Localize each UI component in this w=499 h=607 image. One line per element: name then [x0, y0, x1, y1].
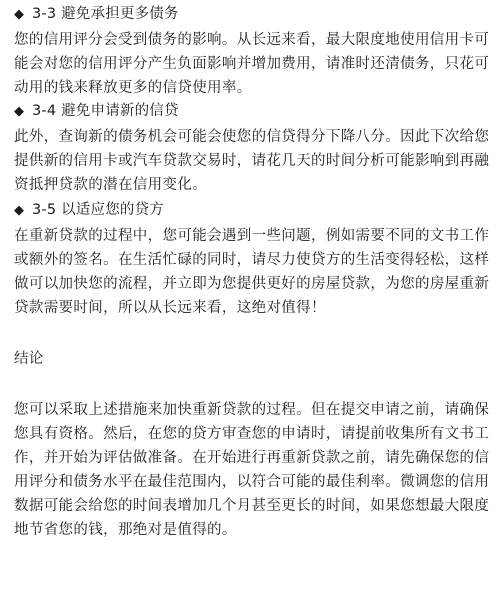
- paragraph-line: 在重新贷款的过程中，您可能会遇到一些问题，例如需要不同的文书工作: [14, 228, 490, 244]
- paragraph-line: 您具有资格。然后，在您的贷方审查您的申请时，请提前收集所有文书工: [14, 426, 490, 442]
- paragraph-line: 动用的钱来释放更多的信贷使用率。: [14, 80, 252, 96]
- conclusion-paragraph: [14, 398, 489, 542]
- paragraph-line: 数据可能会给您的时间表增加几个月甚至更长的时间，如果您想最大限度: [14, 498, 490, 514]
- paragraph-line: 贷款需要时间，所以从长远来看，这绝对值得！: [14, 300, 326, 316]
- section-title: 3-3 避免承担更多债务: [32, 6, 179, 22]
- section-heading: [14, 101, 179, 122]
- paragraph-line: 您可以采取上述措施来加快重新贷款的过程。但在提交申请之前，请确保: [14, 402, 490, 418]
- section-heading: [14, 200, 164, 221]
- section-title: 3-5 以适应您的贷方: [32, 202, 164, 218]
- diamond-bullet-icon: ◆: [14, 203, 25, 218]
- paragraph-line: 资抵押贷款的潜在信用变化。: [14, 177, 208, 193]
- paragraph-line: 此外，查询新的债务机会可能会使您的信贷得分下降八分。因此下次给您: [14, 129, 490, 145]
- paragraph-line: 用评分和债务水平在最佳范围内，以符合可能的最佳利率。微调您的信用: [14, 474, 490, 490]
- paragraph-line: 您的信用评分会受到债务的影响。从长远来看，最大限度地使用信用卡可: [14, 32, 490, 48]
- paragraph-line: 地节省您的钱，那绝对是值得的。: [14, 522, 237, 538]
- paragraph-line: 作，并开始为评估做准备。在开始进行再重新贷款之前，请先确保您的信: [14, 450, 490, 466]
- paragraph-line: 能会对您的信用评分产生负面影响并增加费用，请准时还清债务，只花可: [14, 56, 490, 72]
- diamond-bullet-icon: ◆: [14, 7, 25, 22]
- section-paragraph: [14, 224, 489, 320]
- diamond-bullet-icon: ◆: [14, 104, 25, 119]
- paragraph-line: 或额外的签名。在生活忙碌的同时，请尽力使贷方的生活变得轻松，这样: [14, 252, 490, 268]
- section-title: 3-4 避免申请新的信贷: [32, 103, 179, 119]
- paragraph-line: 提供新的信用卡或汽车贷款交易时，请花几天的时间分析可能影响到再融: [14, 153, 490, 169]
- section-heading: [14, 4, 179, 25]
- conclusion-heading: 结论: [14, 351, 44, 367]
- paragraph-line: 做可以加快您的流程，并立即为您提供更好的房屋贷款，为您的房屋重新: [14, 276, 490, 292]
- section-paragraph: [14, 125, 489, 197]
- section-paragraph: [14, 28, 489, 100]
